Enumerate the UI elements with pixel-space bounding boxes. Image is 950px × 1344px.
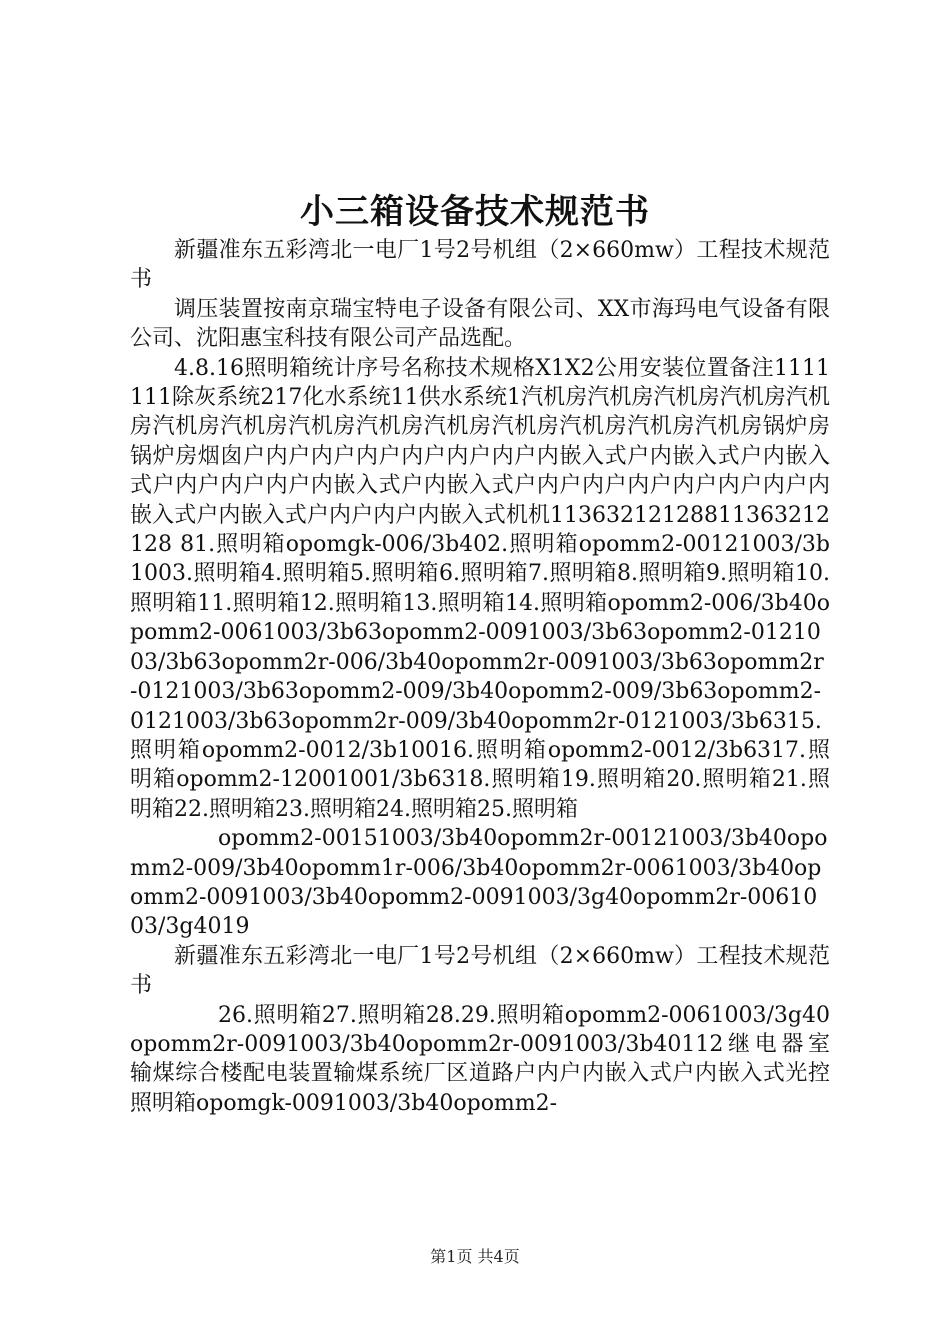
paragraph-voltage-regulator: 调压装置按南京瑞宝特电子设备有限公司、XX市海玛电气设备有限公司、沈阳惠宝科技有限公司产品选配。: [130, 296, 830, 352]
paragraph-lighting-box-continued: 26.照明箱27.照明箱28.29.照明箱opomm2-0061003/3g40opomm2r-0091003/3b40opomm2r-0091003/3b40112继电器室输煤综合楼配电装置输煤系统厂区道路户内户内嵌入式户内嵌入式光控照明箱opomgk-0091003/3b40opomm2-: [130, 1002, 830, 1116]
document-body: [130, 236, 830, 1118]
paragraph-lighting-box-models: opomm2-00151003/3b40opomm2r-00121003/3b40opomm2-009/3b40opomm1r-006/3b40opomm2r-0061003/3b40opomm2-0091003/3b40opomm2-0091003/3g40opomm2r-0061003/3g4019: [130, 826, 828, 940]
document-title: 小三箱设备技术规范书: [300, 192, 650, 232]
page-number-footer: 第1页 共4页: [430, 1247, 520, 1266]
paragraph-project-title-repeat: 新疆准东五彩湾北一电厂1号2号机组（2×660mw）工程技术规范书: [130, 943, 830, 999]
paragraph-lighting-box-statistics: 4.8.16照明箱统计序号名称技术规格X1X2公用安装位置备注1111111除灰系统217化水系统11供水系统1汽机房汽机房汽机房汽机房汽机房汽机房汽机房汽机房汽机房汽机房汽机房汽机房汽机房汽机房锅炉房锅炉房烟囱户内户内户内户内户内户内户内嵌入式户内嵌入式户内嵌入式户内户内户内户内嵌入式户内嵌入式户内户内户内户内户内户内户内嵌入式户内嵌入式户内户内户内嵌入式机机11363212128811363212128 81.照明箱opomgk-006/3b402.照明箱opomm2-00121003/3b1003.照明箱4.照明箱5.照明箱6.照明箱7.照明箱8.照明箱9.照明箱10.照明箱11.照明箱12.照明箱13.照明箱14.照明箱opomm2-006/3b40opomm2-0061003/3b63opomm2-0091003/3b63opomm2-0121003/3b63opomm2r-006/3b40opomm2r-0091003/3b63opomm2r-0121003/3b63opomm2-009/3b40opomm2-009/3b63opomm2-0121003/3b63opomm2r-009/3b40opomm2r-0121003/3b6315.照明箱opomm2-0012/3b10016.照明箱opomm2-0012/3b6317.照明箱opomm2-12001001/3b6318.照明箱19.照明箱20.照明箱21.照明箱22.照明箱23.照明箱24.照明箱25.照明箱: [130, 355, 830, 822]
paragraph-project-title: 新疆准东五彩湾北一电厂1号2号机组（2×660mw）工程技术规范书: [130, 238, 830, 293]
